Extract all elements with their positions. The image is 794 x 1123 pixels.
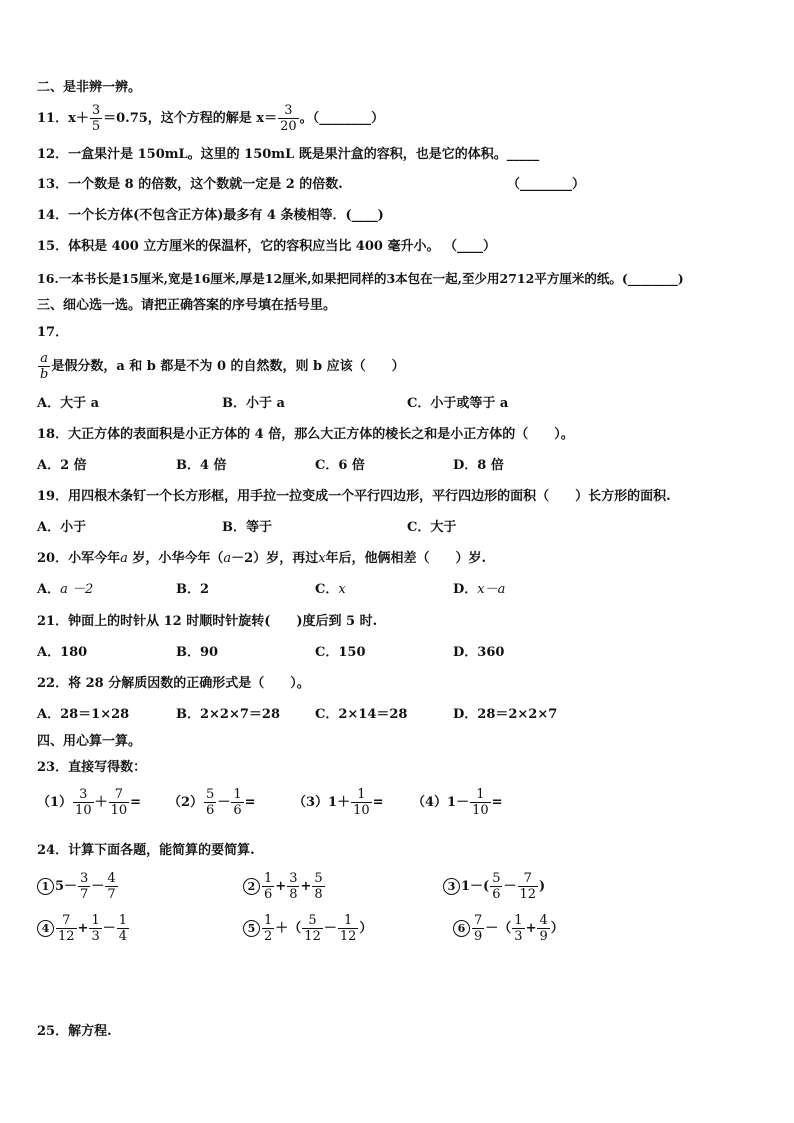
fraction: [262, 913, 274, 944]
section-3-title: 三、细心选一选。请把正确答案的序号填在括号里。: [37, 298, 337, 313]
q20-part-d: 年后，他俩相差（ ）岁.: [325, 551, 487, 566]
q22-option-a[interactable]: A．28＝1×28: [37, 707, 130, 722]
denominator: 12: [304, 929, 321, 944]
operator: －: [91, 879, 105, 894]
q18-option-a[interactable]: A．2 倍: [37, 458, 87, 473]
fraction: [73, 787, 94, 818]
numerator: 1: [514, 913, 523, 928]
question-16: 16.一本书长是15厘米,宽是16厘米,厚是12厘米,如果把同样的3本包在一起,至少用2712平方厘米的纸。(________): [37, 271, 684, 286]
q20-variable-x: x: [318, 551, 326, 566]
q13-answer-blank[interactable]: （________）: [507, 177, 586, 192]
fraction: [89, 913, 101, 944]
operator: +: [525, 921, 537, 936]
numerator: 3: [91, 103, 101, 118]
q24-expr-3: [443, 871, 545, 902]
numerator: a: [38, 351, 50, 367]
q17-option-c[interactable]: C．小于或等于 a: [407, 396, 509, 411]
fraction: [204, 787, 216, 818]
denominator: 4: [118, 929, 128, 944]
operator: －: [102, 921, 116, 936]
operator: +: [77, 921, 89, 936]
q19-option-b[interactable]: B．等于: [222, 520, 272, 535]
operator: －: [503, 879, 517, 894]
denominator: b: [40, 367, 49, 382]
question-20: [37, 551, 486, 567]
q17-option-b[interactable]: B．小于 a: [222, 396, 285, 411]
question-12: 12．一盒果汁是 150mL。这里的 150mL 既是果汁盒的容积，也是它的体积。_____: [37, 147, 540, 162]
section-2-title: 二、是非辨一辨。: [37, 80, 142, 95]
expr-text: ): [539, 879, 546, 894]
numerator: 5: [314, 871, 323, 886]
question-18: 18．大正方体的表面积是小正方体的 4 倍，那么大正方体的棱长之和是小正方体的（ ）。: [37, 427, 574, 442]
denominator: 6: [492, 887, 501, 902]
question-25: 25．解方程.: [37, 1024, 112, 1039]
q17-option-a[interactable]: A．大于 a: [37, 396, 100, 411]
denominator: 9: [474, 929, 483, 944]
question-15: 15．体积是 400 立方厘米的保温杯，它的容积应当比 400 毫升小。 （____）: [37, 239, 496, 254]
fraction: [351, 787, 372, 818]
q20-variable-a2: a: [223, 551, 232, 566]
q11-part-a: 11．x＋: [37, 111, 89, 126]
question-17: [37, 351, 405, 382]
circled-number: 4: [37, 920, 54, 937]
expr-text: ＋（: [275, 921, 302, 936]
numerator: 1: [470, 787, 491, 803]
q11-fraction-2: [278, 103, 299, 134]
fraction: [105, 871, 117, 902]
fraction: [338, 913, 359, 944]
fraction: [470, 787, 491, 818]
numerator: 3: [289, 871, 298, 886]
question-14: 14．一个长方体(不包含正方体)最多有 4 条棱相等．(____): [37, 208, 384, 223]
q20-option-c[interactable]: [315, 582, 346, 598]
expr-text: ）: [359, 921, 373, 936]
q20-option-b[interactable]: B．2: [176, 582, 210, 597]
q20-part-a: 20．小军今年: [37, 551, 121, 566]
item-label: （3）1＋: [293, 795, 351, 810]
question-21: 21．钟面上的时针从 12 时顺时针旋转( )度后到 5 时.: [37, 614, 378, 629]
q23-item-3: [293, 787, 384, 818]
denominator: 7: [107, 887, 116, 902]
option-label: C．: [315, 582, 339, 597]
q24-expr-5: [243, 913, 372, 944]
denominator: 5: [91, 119, 101, 134]
fraction: [312, 871, 324, 902]
numerator: 1: [91, 913, 100, 928]
option-label: D．: [453, 582, 478, 597]
operator: ＋: [94, 795, 108, 810]
numerator: 1: [264, 913, 273, 928]
q11-part-b: ＝0.75，这个方程的解是 x＝: [103, 111, 278, 126]
q21-option-a[interactable]: A．180: [37, 645, 88, 660]
numerator: 1: [118, 913, 128, 928]
denominator: 6: [206, 803, 215, 818]
circled-number: 1: [37, 878, 54, 895]
option-label: A．: [37, 582, 61, 597]
denominator: 12: [519, 887, 537, 902]
numerator: 1: [264, 871, 273, 886]
circled-number: 3: [443, 878, 460, 895]
q22-option-d[interactable]: D．28＝2×2×7: [453, 707, 558, 722]
q20-part-c: －2）岁，再过: [231, 551, 319, 566]
q20-variable-a: a: [120, 551, 128, 566]
fraction: [78, 871, 90, 902]
equals-sign: =: [244, 795, 256, 810]
item-label: （2）: [168, 795, 204, 810]
denominator: 12: [339, 929, 357, 944]
denominator: 10: [472, 803, 489, 818]
denominator: 6: [233, 803, 242, 818]
numerator: 5: [492, 871, 501, 886]
denominator: 3: [514, 929, 523, 944]
equals-sign: =: [372, 795, 384, 810]
q22-option-c[interactable]: C．2×14＝28: [315, 707, 408, 722]
q23-item-2: [168, 787, 256, 818]
denominator: 20: [280, 119, 297, 134]
numerator: 3: [73, 787, 94, 803]
denominator: 10: [110, 803, 128, 818]
circled-number: 2: [243, 878, 260, 895]
fraction: [56, 913, 77, 944]
denominator: 3: [91, 929, 100, 944]
q20-option-d[interactable]: [453, 582, 505, 598]
q24-expr-1: [37, 871, 119, 902]
section-4-title: 四、用心算一算。: [37, 734, 142, 749]
q22-option-b[interactable]: B．2×2×7＝28: [176, 707, 281, 722]
numerator: 7: [56, 913, 77, 929]
fraction: [117, 913, 129, 944]
numerator: 7: [474, 913, 483, 928]
q13-text: 13．一个数是 8 的倍数，这个数就一定是 2 的倍数.: [37, 177, 343, 192]
q11-part-c: 。（________）: [299, 111, 385, 126]
circled-number: 5: [243, 920, 260, 937]
fraction: [512, 913, 524, 944]
fraction: [537, 913, 549, 944]
numerator: 7: [518, 871, 539, 887]
q17-text: 是假分数，a 和 b 都是不为 0 的自然数，则 b 应该（ ）: [51, 359, 405, 374]
option-value: x－a: [477, 582, 506, 597]
numerator: 5: [206, 787, 215, 802]
question-13: [37, 177, 586, 193]
q18-option-b[interactable]: B．4 倍: [176, 458, 227, 473]
expr-text: ）: [550, 921, 564, 936]
question-24-title: 24．计算下面各题，能简算的要简算.: [37, 843, 255, 858]
operator: +: [275, 879, 287, 894]
denominator: 8: [314, 887, 323, 902]
q17-fraction: [38, 351, 50, 382]
numerator: 4: [539, 913, 548, 928]
fraction: [231, 787, 243, 818]
expr-text: 5－: [55, 879, 78, 894]
denominator: 2: [264, 929, 273, 944]
denominator: 10: [75, 803, 92, 818]
denominator: 12: [58, 929, 75, 944]
q17-number: 17．: [37, 325, 69, 340]
q21-option-d[interactable]: D．360: [453, 645, 505, 660]
q23-item-1: [37, 787, 141, 818]
denominator: 8: [289, 887, 298, 902]
circled-number: 6: [453, 920, 470, 937]
question-19: 19．用四根木条钉一个长方形框，用手拉一拉变成一个平行四边形，平行四边形的面积（ ）长方形的面积.: [37, 489, 671, 504]
question-23-title: 23．直接写得数：: [37, 760, 147, 775]
fraction: [518, 871, 539, 902]
q18-option-c[interactable]: C．6 倍: [315, 458, 365, 473]
denominator: 9: [539, 929, 548, 944]
denominator: 7: [80, 887, 89, 902]
numerator: 1: [351, 787, 372, 803]
q23-item-4: [412, 787, 503, 818]
expr-text: －（: [485, 921, 512, 936]
q19-option-a[interactable]: A．小于: [37, 520, 87, 535]
option-value: a －2: [60, 582, 94, 597]
fraction: [490, 871, 502, 902]
equals-sign: =: [491, 795, 503, 810]
q21-option-c[interactable]: C．150: [315, 645, 366, 660]
q18-option-d[interactable]: D．8 倍: [453, 458, 504, 473]
operator: －: [323, 921, 337, 936]
numerator: 5: [302, 913, 323, 929]
item-label: （4）1－: [412, 795, 470, 810]
fraction: [287, 871, 299, 902]
expr-text: 1－(: [461, 879, 490, 894]
fraction: [262, 871, 274, 902]
numerator: 1: [233, 787, 242, 802]
question-22: 22．将 28 分解质因数的正确形式是（ ）。: [37, 676, 310, 691]
option-value: x: [338, 582, 346, 597]
q21-option-b[interactable]: B．90: [176, 645, 219, 660]
q11-fraction-1: [90, 103, 102, 134]
numerator: 3: [278, 103, 299, 119]
q24-expr-4: [37, 913, 130, 944]
question-11: [37, 103, 384, 134]
numerator: 3: [80, 871, 89, 886]
q24-expr-2: [243, 871, 326, 902]
q19-option-c[interactable]: C．大于: [407, 520, 457, 535]
operator: －: [217, 795, 231, 810]
equals-sign: =: [130, 795, 142, 810]
q24-expr-6: [453, 913, 564, 944]
denominator: 10: [353, 803, 370, 818]
q20-part-b: 岁，小华今年（: [127, 551, 224, 566]
operator: +: [300, 879, 312, 894]
fraction: [472, 913, 484, 944]
item-label: （1）: [37, 795, 73, 810]
numerator: 4: [107, 871, 116, 886]
numerator: 7: [109, 787, 130, 803]
denominator: 6: [264, 887, 273, 902]
fraction: [109, 787, 130, 818]
fraction: [302, 913, 323, 944]
q20-option-a[interactable]: [37, 582, 93, 598]
numerator: 1: [338, 913, 359, 929]
